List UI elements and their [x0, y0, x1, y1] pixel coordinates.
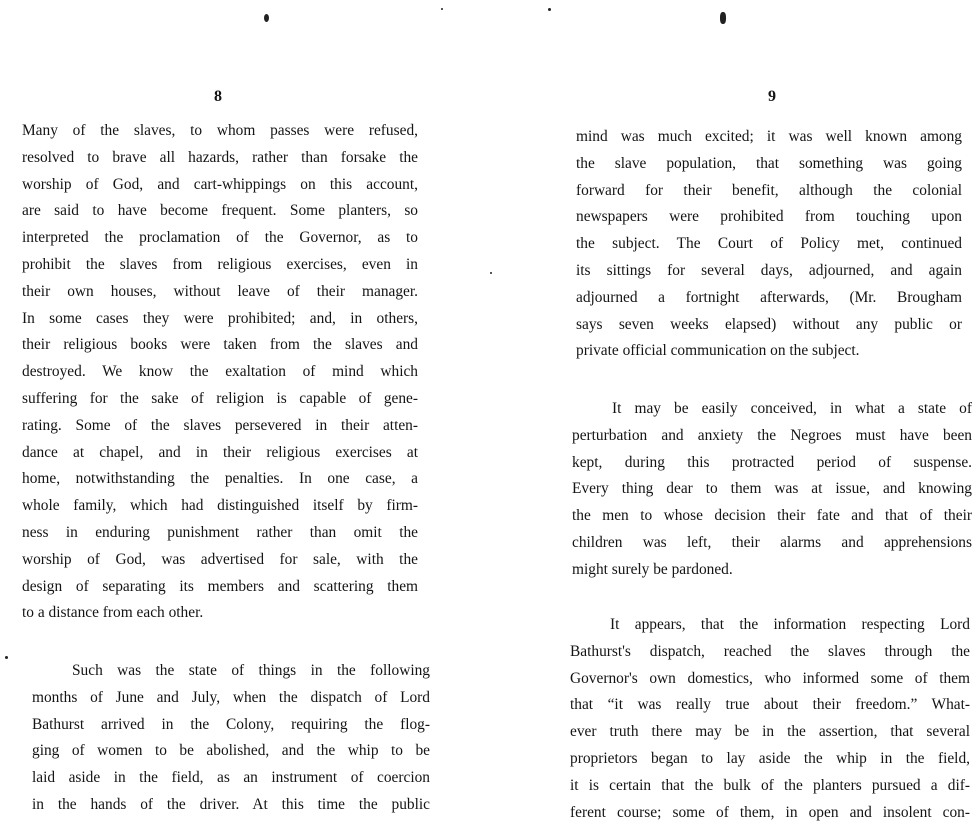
text-line: months of June and July, when the dispatch of Lord — [32, 688, 430, 706]
paragraph — [32, 658, 430, 819]
text-line: ever truth there may be in the assertion, that several — [570, 723, 970, 741]
text-line: adjourned a fortnight afterwards, (Mr. Brougham — [576, 288, 962, 306]
text-line: perturbation and anxiety the Negroes must have been — [572, 426, 972, 444]
text-line: in the hands of the driver. At this time the public — [32, 795, 430, 813]
text-line: Bathurst's dispatch, reached the slaves through the — [570, 642, 970, 660]
text-line: Governor's own domestics, who informed some of them — [570, 669, 970, 687]
text-line: worship of God, and cart-whippings on this account, — [22, 175, 418, 193]
text-line: to a distance from each other. — [22, 604, 204, 622]
text-line: resolved to brave all hazards, rather than forsake the — [22, 148, 418, 166]
paragraph — [576, 124, 962, 365]
text-line: private official communication on the subject. — [576, 342, 860, 360]
text-line: Every thing dear to them was at issue, and knowing — [572, 480, 972, 498]
page-number: 8 — [214, 88, 222, 105]
text-line: its sittings for several days, adjourned, and again — [576, 261, 962, 279]
text-line: are said to have become frequent. Some planters, so — [22, 202, 418, 220]
text-line: worship of God, was advertised for sale, with the — [22, 550, 418, 568]
text-line: the men to whose decision their fate and that of their — [572, 507, 972, 525]
text-line: In some cases they were prohibited; and, in others, — [22, 309, 418, 327]
text-line: design of separating its members and scattering them — [22, 577, 418, 595]
text-line: home, notwithstanding the penalties. In one case, a — [22, 470, 418, 488]
text-line: their religious books were taken from the slaves and — [22, 336, 418, 354]
text-line: says seven weeks elapsed) without any public or — [576, 315, 962, 333]
text-line: rating. Some of the slaves persevered in their atten- — [22, 416, 418, 434]
text-line: the slave population, that something was going — [576, 154, 962, 172]
text-line: kept, during this protracted period of suspense. — [572, 453, 972, 471]
left-page — [0, 0, 490, 824]
text-line: ging of women to be abolished, and the whip to be — [32, 742, 430, 760]
text-line: ferent course; some of them, in open and insolent con- — [570, 803, 970, 821]
right-page — [490, 0, 980, 824]
text-line: newspapers were prohibited from touching upon — [576, 208, 962, 226]
text-line: forward for their benefit, although the colonial — [576, 181, 962, 199]
text-line: that “it was really true about their freedom.” What- — [570, 696, 970, 714]
text-line: children was left, their alarms and apprehensions — [572, 533, 972, 551]
text-line: might surely be pardoned. — [572, 560, 733, 578]
page-number: 9 — [768, 88, 776, 105]
text-line: It may be easily conceived, in what a state of — [612, 400, 972, 417]
text-line: mind was much excited; it was well known among — [576, 128, 962, 145]
text-line: ness in enduring punishment rather than omit the — [22, 523, 418, 541]
paragraph — [572, 396, 972, 584]
text-line: laid aside in the field, as an instrument of coercion — [32, 769, 430, 787]
text-line: the subject. The Court of Policy met, continued — [576, 235, 962, 253]
text-line: dance at chapel, and in their religious exercises at — [22, 443, 418, 461]
text-line: their own houses, without leave of their manager. — [22, 282, 418, 300]
text-line: Many of the slaves, to whom passes were refused, — [22, 122, 418, 139]
paragraph — [22, 118, 418, 627]
text-line: It appears, that the information respecting Lord — [610, 616, 970, 633]
text-line: suffering for the sake of religion is capable of gene- — [22, 389, 418, 407]
text-line: proprietors began to lay aside the whip in the field, — [570, 749, 970, 767]
text-line: interpreted the proclamation of the Governor, as to — [22, 229, 418, 247]
text-line: it is certain that the bulk of the planters pursued a dif- — [570, 776, 970, 794]
text-line: Bathurst arrived in the Colony, requiring the flog- — [32, 715, 430, 733]
text-line: prohibit the slaves from religious exercises, even in — [22, 255, 418, 273]
paragraph — [570, 612, 970, 826]
text-line: destroyed. We know the exaltation of mind which — [22, 363, 418, 381]
text-line: Such was the state of things in the following — [72, 662, 430, 679]
text-line: whole family, which had distinguished itself by firm- — [22, 497, 418, 515]
